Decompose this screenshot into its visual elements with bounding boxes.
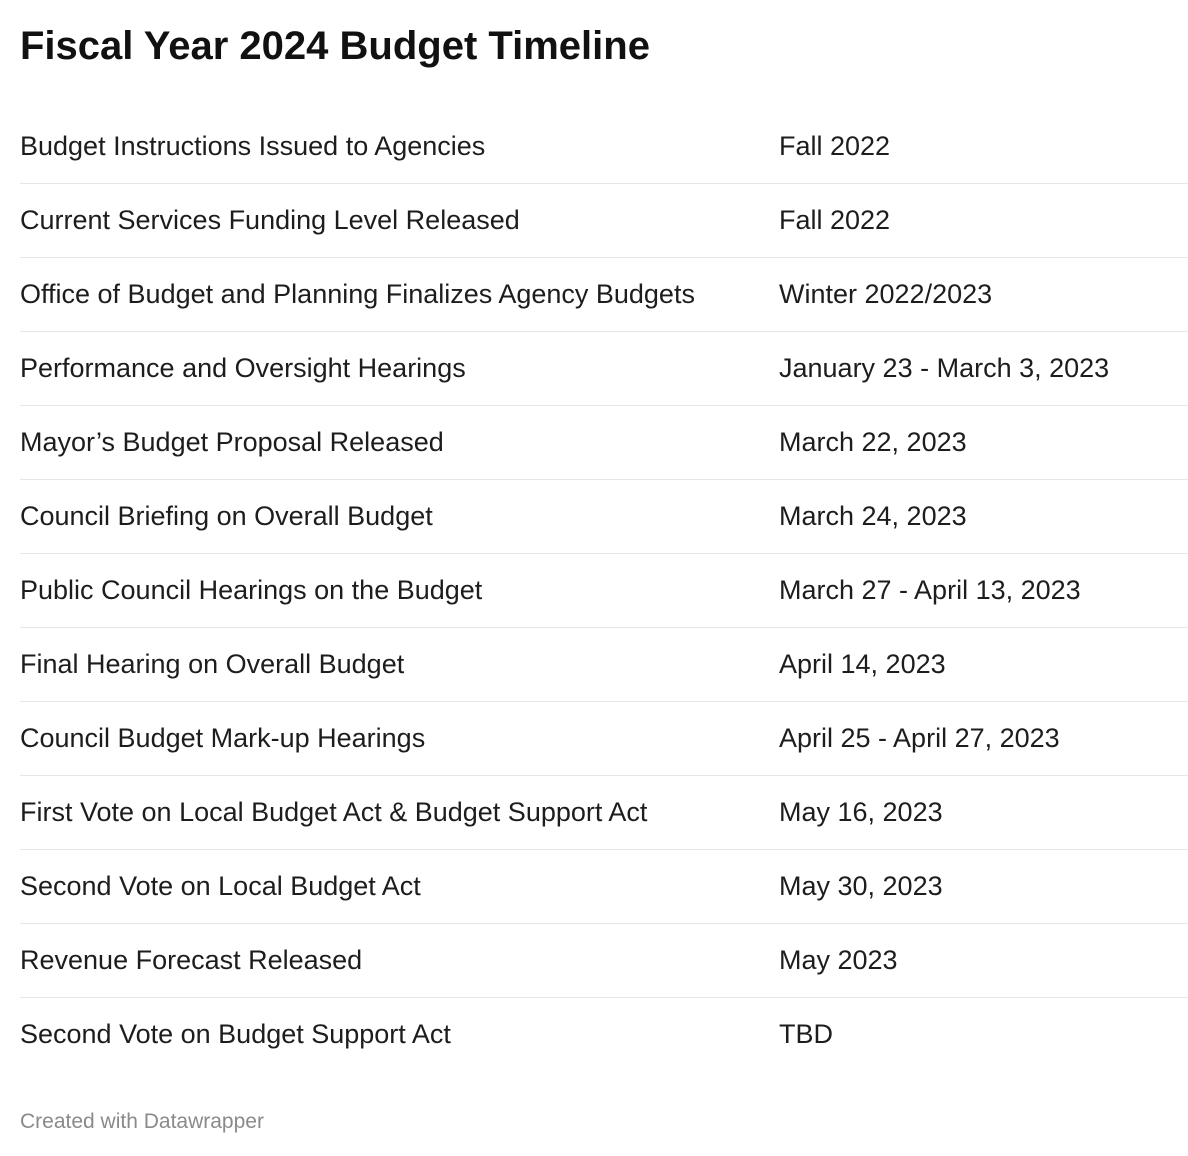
date-cell: May 30, 2023	[779, 871, 943, 901]
date-cell: May 2023	[779, 945, 898, 975]
date-cell: March 24, 2023	[779, 501, 967, 531]
table-row	[20, 998, 1188, 1071]
table-row	[20, 332, 1188, 406]
credit-footer: Created with Datawrapper	[20, 1110, 264, 1133]
table-row	[20, 554, 1188, 628]
event-cell: Budget Instructions Issued to Agencies	[20, 131, 486, 161]
table-row	[20, 258, 1188, 332]
table-row	[20, 628, 1188, 702]
date-cell: Fall 2022	[779, 131, 891, 161]
event-cell: First Vote on Local Budget Act & Budget Support Act	[20, 797, 648, 827]
table-row	[20, 850, 1188, 924]
event-cell: Performance and Oversight Hearings	[20, 353, 466, 383]
date-cell: March 27 - April 13, 2023	[779, 575, 1081, 605]
event-cell: Office of Budget and Planning Finalizes Agency Budgets	[20, 279, 695, 309]
event-cell: Revenue Forecast Released	[20, 945, 363, 975]
date-cell: May 16, 2023	[779, 797, 943, 827]
event-cell: Mayor’s Budget Proposal Released	[20, 427, 444, 457]
date-cell: Fall 2022	[779, 205, 891, 235]
date-cell: TBD	[779, 1019, 833, 1049]
date-cell: Winter 2022/2023	[779, 279, 993, 309]
table-row	[20, 480, 1188, 554]
table-row	[20, 702, 1188, 776]
timeline-table	[20, 110, 1188, 1071]
table-row	[20, 406, 1188, 480]
table-row	[20, 776, 1188, 850]
event-cell: Final Hearing on Overall Budget	[20, 649, 405, 679]
date-cell: January 23 - March 3, 2023	[779, 353, 1110, 383]
event-cell: Current Services Funding Level Released	[20, 205, 520, 235]
event-cell: Second Vote on Budget Support Act	[20, 1019, 451, 1049]
date-cell: April 25 - April 27, 2023	[779, 723, 1060, 753]
date-cell: March 22, 2023	[779, 427, 967, 457]
table-row	[20, 110, 1188, 184]
event-cell: Council Briefing on Overall Budget	[20, 501, 433, 531]
event-cell: Public Council Hearings on the Budget	[20, 575, 483, 605]
date-cell: April 14, 2023	[779, 649, 946, 679]
event-cell: Second Vote on Local Budget Act	[20, 871, 421, 901]
table-row	[20, 184, 1188, 258]
page-title: Fiscal Year 2024 Budget Timeline	[20, 24, 650, 68]
event-cell: Council Budget Mark-up Hearings	[20, 723, 426, 753]
table-row	[20, 924, 1188, 998]
